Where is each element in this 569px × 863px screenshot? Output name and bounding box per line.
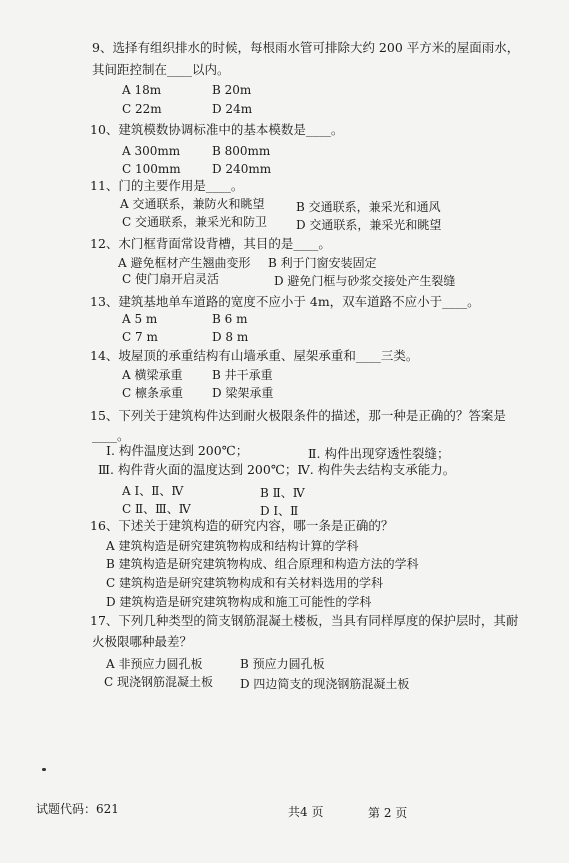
q15-answer-blank: ____。 — [92, 428, 130, 443]
q14-option-b: B 井干承重 — [212, 368, 273, 382]
q11-option-d: D 交通联系，兼采光和眺望 — [296, 218, 442, 232]
q9-option-c: C 22m — [122, 102, 162, 116]
q16-option-a: A 建筑构造是研究建筑物构成和结构计算的学科 — [106, 539, 359, 553]
q13-option-a: A 5 m — [122, 312, 158, 326]
q15-option-b: B Ⅱ、Ⅳ — [260, 486, 305, 500]
q11-option-b: B 交通联系，兼采光和通风 — [296, 200, 441, 214]
q11-option-a: A 交通联系，兼防火和眺望 — [120, 197, 265, 211]
q12-option-c: C 使门扇开启灵活 — [122, 272, 219, 286]
q9-option-b: B 20m — [212, 83, 252, 97]
q15-option-c: C Ⅱ、Ⅲ、Ⅳ — [122, 502, 191, 516]
q15-item-1: Ⅰ. 构件温度达到 200℃； — [106, 443, 249, 458]
q12-option-d: D 避免门框与砂浆交接处产生裂缝 — [274, 274, 456, 288]
q9-stem-cont: 其间距控制在____以内。 — [92, 62, 230, 77]
q14-option-a: A 横梁承重 — [122, 368, 183, 382]
q10-option-a: A 300mm — [122, 144, 181, 158]
q10-option-c: C 100mm — [122, 162, 181, 176]
q11-option-c: C 交通联系，兼采光和防卫 — [122, 215, 267, 229]
q12-stem: 12、木门框背面常设背槽，其目的是____。 — [90, 236, 331, 251]
q16-option-b: B 建筑构造是研究建筑物构成、组合原理和构造方法的学科 — [106, 557, 419, 571]
q13-stem: 13、建筑基地单车道路的宽度不应小于 4m，双车道路不应小于____。 — [90, 294, 480, 309]
q12-option-a: A 避免框材产生翘曲变形 — [118, 256, 251, 270]
exam-code: 试题代码：621 — [36, 802, 119, 816]
q10-option-d: D 240mm — [212, 162, 272, 176]
q14-option-d: D 梁架承重 — [212, 386, 274, 400]
q17-option-c: C 现浇钢筋混凝土板 — [104, 675, 213, 689]
q13-option-d: D 8 m — [212, 330, 249, 344]
q15-item-3-4: Ⅲ. 构件背火面的温度达到 200℃；Ⅳ. 构件失去结构支承能力。 — [98, 462, 456, 477]
q10-stem: 10、建筑模数协调标准中的基本模数是____。 — [90, 122, 344, 137]
q15-option-d: D Ⅰ、Ⅱ — [260, 504, 299, 518]
q16-stem: 16、下述关于建筑构造的研究内容，哪一条是正确的？ — [90, 518, 394, 533]
q9-option-d: D 24m — [212, 102, 253, 116]
q9-option-a: A 18m — [122, 83, 162, 97]
q16-option-d: D 建筑构造是研究建筑物构成和施工可能性的学科 — [106, 595, 372, 609]
q10-option-b: B 800mm — [212, 144, 271, 158]
q16-option-c: C 建筑构造是研究建筑物构成和有关材料选用的学科 — [106, 576, 383, 590]
q15-stem: 15、下列关于建筑构件达到耐火极限条件的描述，那一种是正确的？答案是 — [90, 408, 506, 423]
page-number: 第 2 页 — [368, 806, 408, 820]
q17-option-a: A 非预应力圆孔板 — [106, 657, 203, 671]
q12-option-b: B 利于门窗安装固定 — [268, 256, 377, 270]
q13-option-b: B 6 m — [212, 312, 248, 326]
q15-item-2: Ⅱ. 构件出现穿透性裂缝； — [308, 446, 450, 461]
q9-stem: 9、选择有组织排水的时候，每根雨水管可排除大约 200 平方米的屋面雨水， — [92, 40, 520, 55]
q17-option-d: D 四边简支的现浇钢筋混凝土板 — [240, 677, 410, 691]
q17-stem-cont: 火极限哪种最差？ — [92, 634, 193, 649]
scan-speck — [42, 768, 46, 771]
total-pages: 共4 页 — [288, 805, 324, 819]
q15-option-a: A Ⅰ、Ⅱ、Ⅳ — [122, 484, 184, 498]
q17-stem: 17、下列几种类型的简支钢筋混凝土楼板，当具有同样厚度的保护层时，其耐 — [90, 613, 519, 628]
q14-stem: 14、坡屋顶的承重结构有山墙承重、屋架承重和____三类。 — [90, 348, 419, 363]
q13-option-c: C 7 m — [122, 330, 158, 344]
q11-stem: 11、门的主要作用是____。 — [90, 178, 244, 193]
q17-option-b: B 预应力圆孔板 — [240, 657, 325, 671]
q14-option-c: C 檩条承重 — [122, 386, 183, 400]
